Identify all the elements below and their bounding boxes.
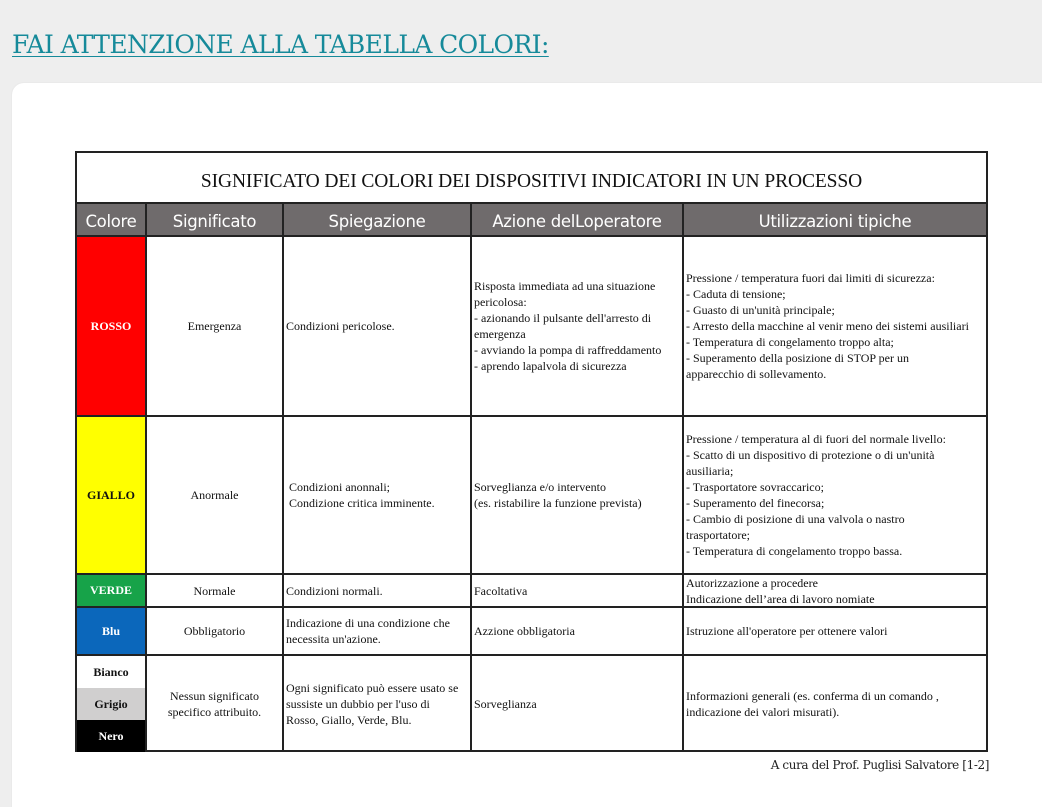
cell-text-line: - aprendo lapalvola di sicurezza [474,359,627,373]
cell-text-line: - Cambio di posizione di una valvola o nastro [686,512,905,526]
cell-text-line: Condizione critica imminente. [289,496,435,510]
column-header-significato: Significato [147,204,282,237]
color-name-label: Blu [101,623,120,638]
cell-text-line: indicazione dei valori misurati). [686,705,840,719]
cell-spiegazione [284,417,470,573]
cell-text-line: Nessun significato [170,689,259,703]
color-name-label: Grigio [94,696,128,711]
cell-text-line: Anormale [190,488,239,502]
cell-utilizzazioni-tipiche [684,237,986,415]
color-swatch-nero [77,720,145,752]
cell-text-line: Rosso, Giallo, Verde, Blu. [286,713,412,727]
footer-credit: A cura del Prof. Puglisi Salvatore [1-2] [770,758,989,772]
cell-azione-operatore [472,608,682,654]
cell-text-line: ausiliaria; [686,464,734,478]
cell-text-line: - Superamento della posizione di STOP per un [686,351,909,365]
cell-text-line: apparecchio di sollevamento. [686,367,827,381]
column-header-utilizzazioni-tipiche: Utilizzazioni tipiche [684,204,986,237]
column-divider [145,204,147,752]
cell-significato [147,575,282,606]
cell-text-line: sussiste un dubbio per l'uso di [286,697,430,711]
column-divider [470,204,472,752]
cell-text-line: Istruzione all'operatore per ottenere valori [686,624,888,638]
cell-text-line: Condizioni normali. [286,583,383,598]
cell-text-line: - Arresto della macchine al venir meno dei sistemi ausiliari [686,319,969,333]
cell-text-line: emergenza [474,327,526,341]
cell-text-line: Emergenza [187,319,242,333]
color-swatch-giallo [77,417,145,573]
cell-significato [147,656,282,752]
color-name-label: VERDE [89,583,132,597]
cell-text-line: Obbligatorio [183,624,246,638]
cell-utilizzazioni-tipiche [684,656,986,752]
cell-spiegazione [284,237,470,415]
column-divider [682,204,684,752]
cell-azione-operatore [472,575,682,606]
cell-text-line: - avviando la pompa di raffreddamento [474,343,662,357]
column-header-azione-operatore: Azione delLoperatore [472,204,682,237]
cell-text-line: Azzione obbligatoria [474,624,575,638]
cell-text-line: Condizioni pericolose. [286,319,395,333]
cell-text-line: Pressione / temperatura al di fuori del normale livello: [686,432,946,446]
cell-text-line: - Scatto di un dispositivo di protezione o di un'unità [686,448,935,462]
color-swatch-verde [77,575,145,606]
cell-text-line: - azionando il pulsante dell'arresto di [474,311,652,325]
color-swatch-grigio [77,688,145,720]
color-name-label: GIALLO [86,487,135,502]
cell-text-line: Informazioni generali (es. conferma di un comando , [686,689,939,703]
cell-text-line: Ogni significato può essere usato se [286,681,459,695]
cell-text-line: Autorizzazione a procedere [686,575,818,590]
cell-spiegazione [284,575,470,606]
cell-text-line: pericolosa: [474,295,527,309]
cell-text-line: - Temperatura di congelamento troppo alta; [686,335,894,349]
cell-text-line: Facoltativa [474,583,528,598]
cell-utilizzazioni-tipiche [684,608,986,654]
cell-text-line: - Guasto di un'unità principale; [686,303,835,317]
page-heading-link[interactable]: FAI ATTENZIONE ALLA TABELLA COLORI: [12,30,549,59]
cell-azione-operatore [472,417,682,573]
cell-text-line: Pressione / temperatura fuori dai limiti di sicurezza: [686,271,935,285]
cell-text-line: necessita un'azione. [286,632,381,646]
cell-azione-operatore [472,656,682,752]
color-name-label: Nero [98,728,124,743]
cell-text-line: trasportatore; [686,528,750,542]
column-divider [282,204,284,752]
color-meaning-table [75,151,988,752]
cell-text-line: - Caduta di tensione; [686,287,786,301]
cell-text-line: specifico attribuito. [167,705,262,719]
cell-text-line: - Temperatura di congelamento troppo bassa. [686,544,903,558]
cell-text-line: Risposta immediata ad una situazione [474,279,656,293]
cell-significato [147,237,282,415]
cell-text-line: (es. ristabilire la funzione prevista) [474,496,642,510]
cell-spiegazione [284,656,470,752]
color-swatch-bianco [77,656,145,688]
cell-utilizzazioni-tipiche [684,575,986,606]
color-name-label: Bianco [93,664,129,679]
cell-text-line: Sorveglianza [474,697,537,711]
cell-text-line: Normale [193,583,236,598]
color-swatch-rosso [77,237,145,415]
cell-azione-operatore [472,237,682,415]
cell-text-line: Condizioni anonnali; [289,480,390,494]
cell-text-line: Sorveglianza e/o intervento [474,480,606,494]
cell-spiegazione [284,608,470,654]
cell-significato [147,608,282,654]
cell-significato [147,417,282,573]
color-swatch-blu [77,608,145,654]
cell-text-line: - Trasportatore sovraccarico; [686,480,824,494]
cell-text-line: Indicazione dell’area di lavoro nomiate [686,591,875,606]
table-title: SIGNIFICATO DEI COLORI DEI DISPOSITIVI INDICATORI IN UN PROCESSO [77,153,986,204]
color-name-label: ROSSO [90,318,132,333]
cell-text-line: Indicazione di una condizione che [286,616,450,630]
cell-text-line: - Superamento del finecorsa; [686,496,825,510]
column-header-colore: Colore [77,204,145,237]
cell-utilizzazioni-tipiche [684,417,986,573]
column-header-spiegazione: Spiegazione [284,204,470,237]
